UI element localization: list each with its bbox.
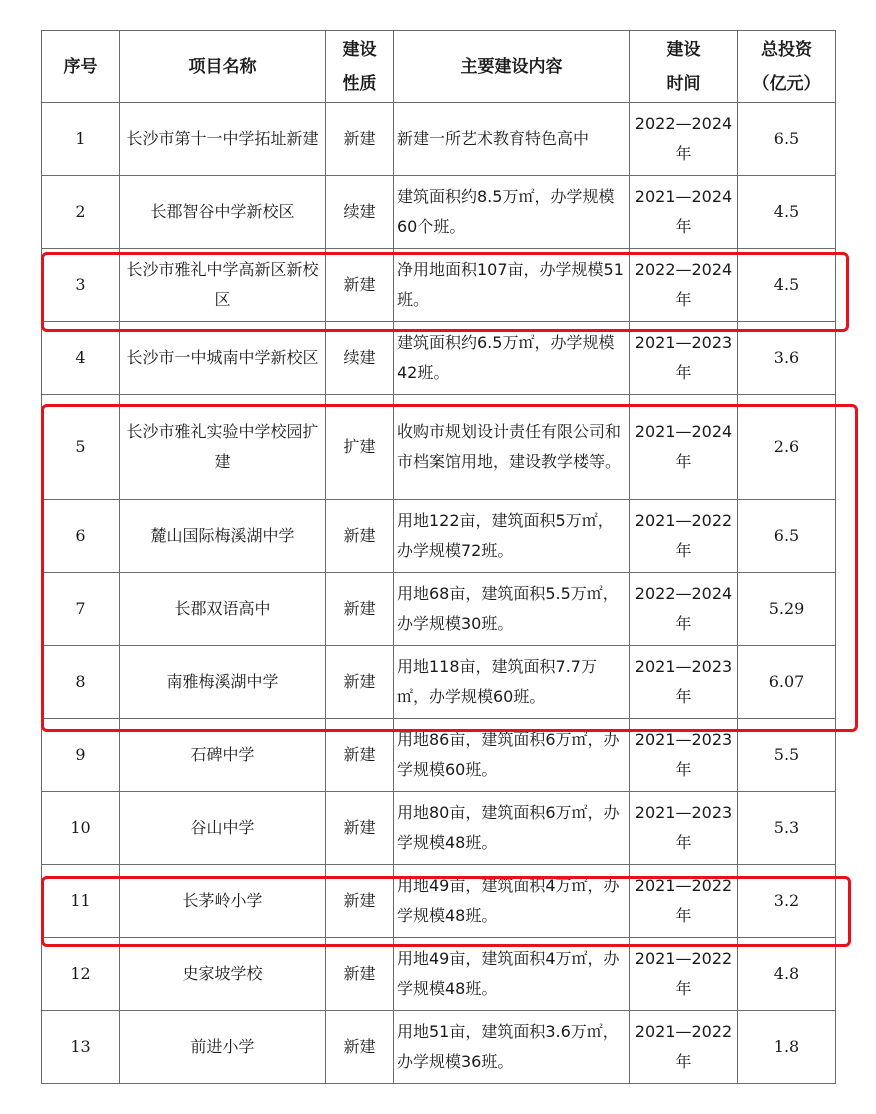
row-index: 3	[42, 249, 120, 322]
row-period: 2021—2022年	[630, 865, 738, 938]
row-project-name: 长沙市雅礼实验中学校园扩建	[120, 395, 326, 500]
row-period: 2022—2024年	[630, 103, 738, 176]
row-index: 2	[42, 176, 120, 249]
row-content: 用地68亩，建筑面积5.5万㎡，办学规模30班。	[394, 573, 630, 646]
table-row	[42, 322, 836, 395]
table-row	[42, 500, 836, 573]
row-content: 净用地面积107亩，办学规模51班。	[394, 249, 630, 322]
row-index: 4	[42, 322, 120, 395]
row-investment: 6.07	[738, 646, 836, 719]
row-period: 2022—2024年	[630, 249, 738, 322]
row-content: 用地122亩，建筑面积5万㎡，办学规模72班。	[394, 500, 630, 573]
header-row	[42, 31, 836, 103]
table-row	[42, 719, 836, 792]
row-period: 2021—2023年	[630, 646, 738, 719]
row-kind: 新建	[326, 719, 394, 792]
row-kind: 新建	[326, 500, 394, 573]
table-row	[42, 938, 836, 1011]
school-projects-table	[41, 30, 836, 1084]
row-investment: 6.5	[738, 500, 836, 573]
row-kind: 续建	[326, 176, 394, 249]
row-period: 2021—2022年	[630, 938, 738, 1011]
row-period: 2021—2024年	[630, 395, 738, 500]
row-kind: 新建	[326, 865, 394, 938]
table-row	[42, 176, 836, 249]
row-project-name: 长沙市第十一中学拓址新建	[120, 103, 326, 176]
row-index: 9	[42, 719, 120, 792]
row-index: 13	[42, 1011, 120, 1084]
row-investment: 4.5	[738, 176, 836, 249]
header-investment-line2: （亿元）	[752, 73, 821, 94]
row-index: 12	[42, 938, 120, 1011]
row-period: 2021—2023年	[630, 322, 738, 395]
row-kind: 新建	[326, 573, 394, 646]
header-name: 项目名称	[120, 31, 326, 103]
row-index: 11	[42, 865, 120, 938]
row-kind: 扩建	[326, 395, 394, 500]
table-row	[42, 249, 836, 322]
row-project-name: 长郡双语高中	[120, 573, 326, 646]
row-content: 用地80亩，建筑面积6万㎡，办学规模48班。	[394, 792, 630, 865]
row-period: 2021—2023年	[630, 792, 738, 865]
row-project-name: 史家坡学校	[120, 938, 326, 1011]
row-project-name: 石碑中学	[120, 719, 326, 792]
row-content: 收购市规划设计责任有限公司和市档案馆用地，建设教学楼等。	[394, 395, 630, 500]
row-project-name: 长郡智谷中学新校区	[120, 176, 326, 249]
table-row	[42, 1011, 836, 1084]
row-project-name: 前进小学	[120, 1011, 326, 1084]
table-row	[42, 573, 836, 646]
row-index: 1	[42, 103, 120, 176]
header-kind-line1: 建设	[342, 39, 377, 60]
row-kind: 新建	[326, 249, 394, 322]
row-kind: 新建	[326, 792, 394, 865]
table-row	[42, 792, 836, 865]
row-period: 2021—2024年	[630, 176, 738, 249]
header-kind-line2: 性质	[342, 73, 377, 94]
header-kind	[326, 31, 394, 103]
row-investment: 3.6	[738, 322, 836, 395]
header-period-line2: 时间	[666, 73, 701, 94]
header-content: 主要建设内容	[394, 31, 630, 103]
row-investment: 3.2	[738, 865, 836, 938]
row-period: 2022—2024年	[630, 573, 738, 646]
row-content: 用地49亩，建筑面积4万㎡，办学规模48班。	[394, 865, 630, 938]
row-project-name: 麓山国际梅溪湖中学	[120, 500, 326, 573]
row-content: 用地51亩，建筑面积3.6万㎡，办学规模36班。	[394, 1011, 630, 1084]
row-investment: 5.29	[738, 573, 836, 646]
row-period: 2021—2023年	[630, 719, 738, 792]
row-index: 8	[42, 646, 120, 719]
row-index: 7	[42, 573, 120, 646]
header-period	[630, 31, 738, 103]
table-row	[42, 103, 836, 176]
row-investment: 6.5	[738, 103, 836, 176]
row-content: 用地118亩，建筑面积7.7万㎡，办学规模60班。	[394, 646, 630, 719]
row-period: 2021—2022年	[630, 500, 738, 573]
row-period: 2021—2022年	[630, 1011, 738, 1084]
row-content: 用地49亩，建筑面积4万㎡，办学规模48班。	[394, 938, 630, 1011]
row-investment: 2.6	[738, 395, 836, 500]
table-row	[42, 865, 836, 938]
row-content: 用地86亩，建筑面积6万㎡，办学规模60班。	[394, 719, 630, 792]
header-index: 序号	[42, 31, 120, 103]
row-investment: 5.3	[738, 792, 836, 865]
row-project-name: 谷山中学	[120, 792, 326, 865]
row-kind: 新建	[326, 938, 394, 1011]
header-investment	[738, 31, 836, 103]
row-content: 建筑面积约8.5万㎡，办学规模60个班。	[394, 176, 630, 249]
row-index: 5	[42, 395, 120, 500]
row-content: 建筑面积约6.5万㎡，办学规模42班。	[394, 322, 630, 395]
row-investment: 1.8	[738, 1011, 836, 1084]
row-kind: 续建	[326, 322, 394, 395]
table-row	[42, 395, 836, 500]
row-investment: 4.8	[738, 938, 836, 1011]
row-project-name: 长沙市一中城南中学新校区	[120, 322, 326, 395]
header-investment-line1: 总投资	[761, 39, 812, 60]
row-investment: 4.5	[738, 249, 836, 322]
row-kind: 新建	[326, 103, 394, 176]
header-period-line1: 建设	[666, 39, 701, 60]
row-index: 10	[42, 792, 120, 865]
row-project-name: 南雅梅溪湖中学	[120, 646, 326, 719]
row-investment: 5.5	[738, 719, 836, 792]
row-index: 6	[42, 500, 120, 573]
table-row	[42, 646, 836, 719]
row-project-name: 长茅岭小学	[120, 865, 326, 938]
row-content: 新建一所艺术教育特色高中	[394, 103, 630, 176]
row-kind: 新建	[326, 646, 394, 719]
row-project-name: 长沙市雅礼中学高新区新校区	[120, 249, 326, 322]
row-kind: 新建	[326, 1011, 394, 1084]
